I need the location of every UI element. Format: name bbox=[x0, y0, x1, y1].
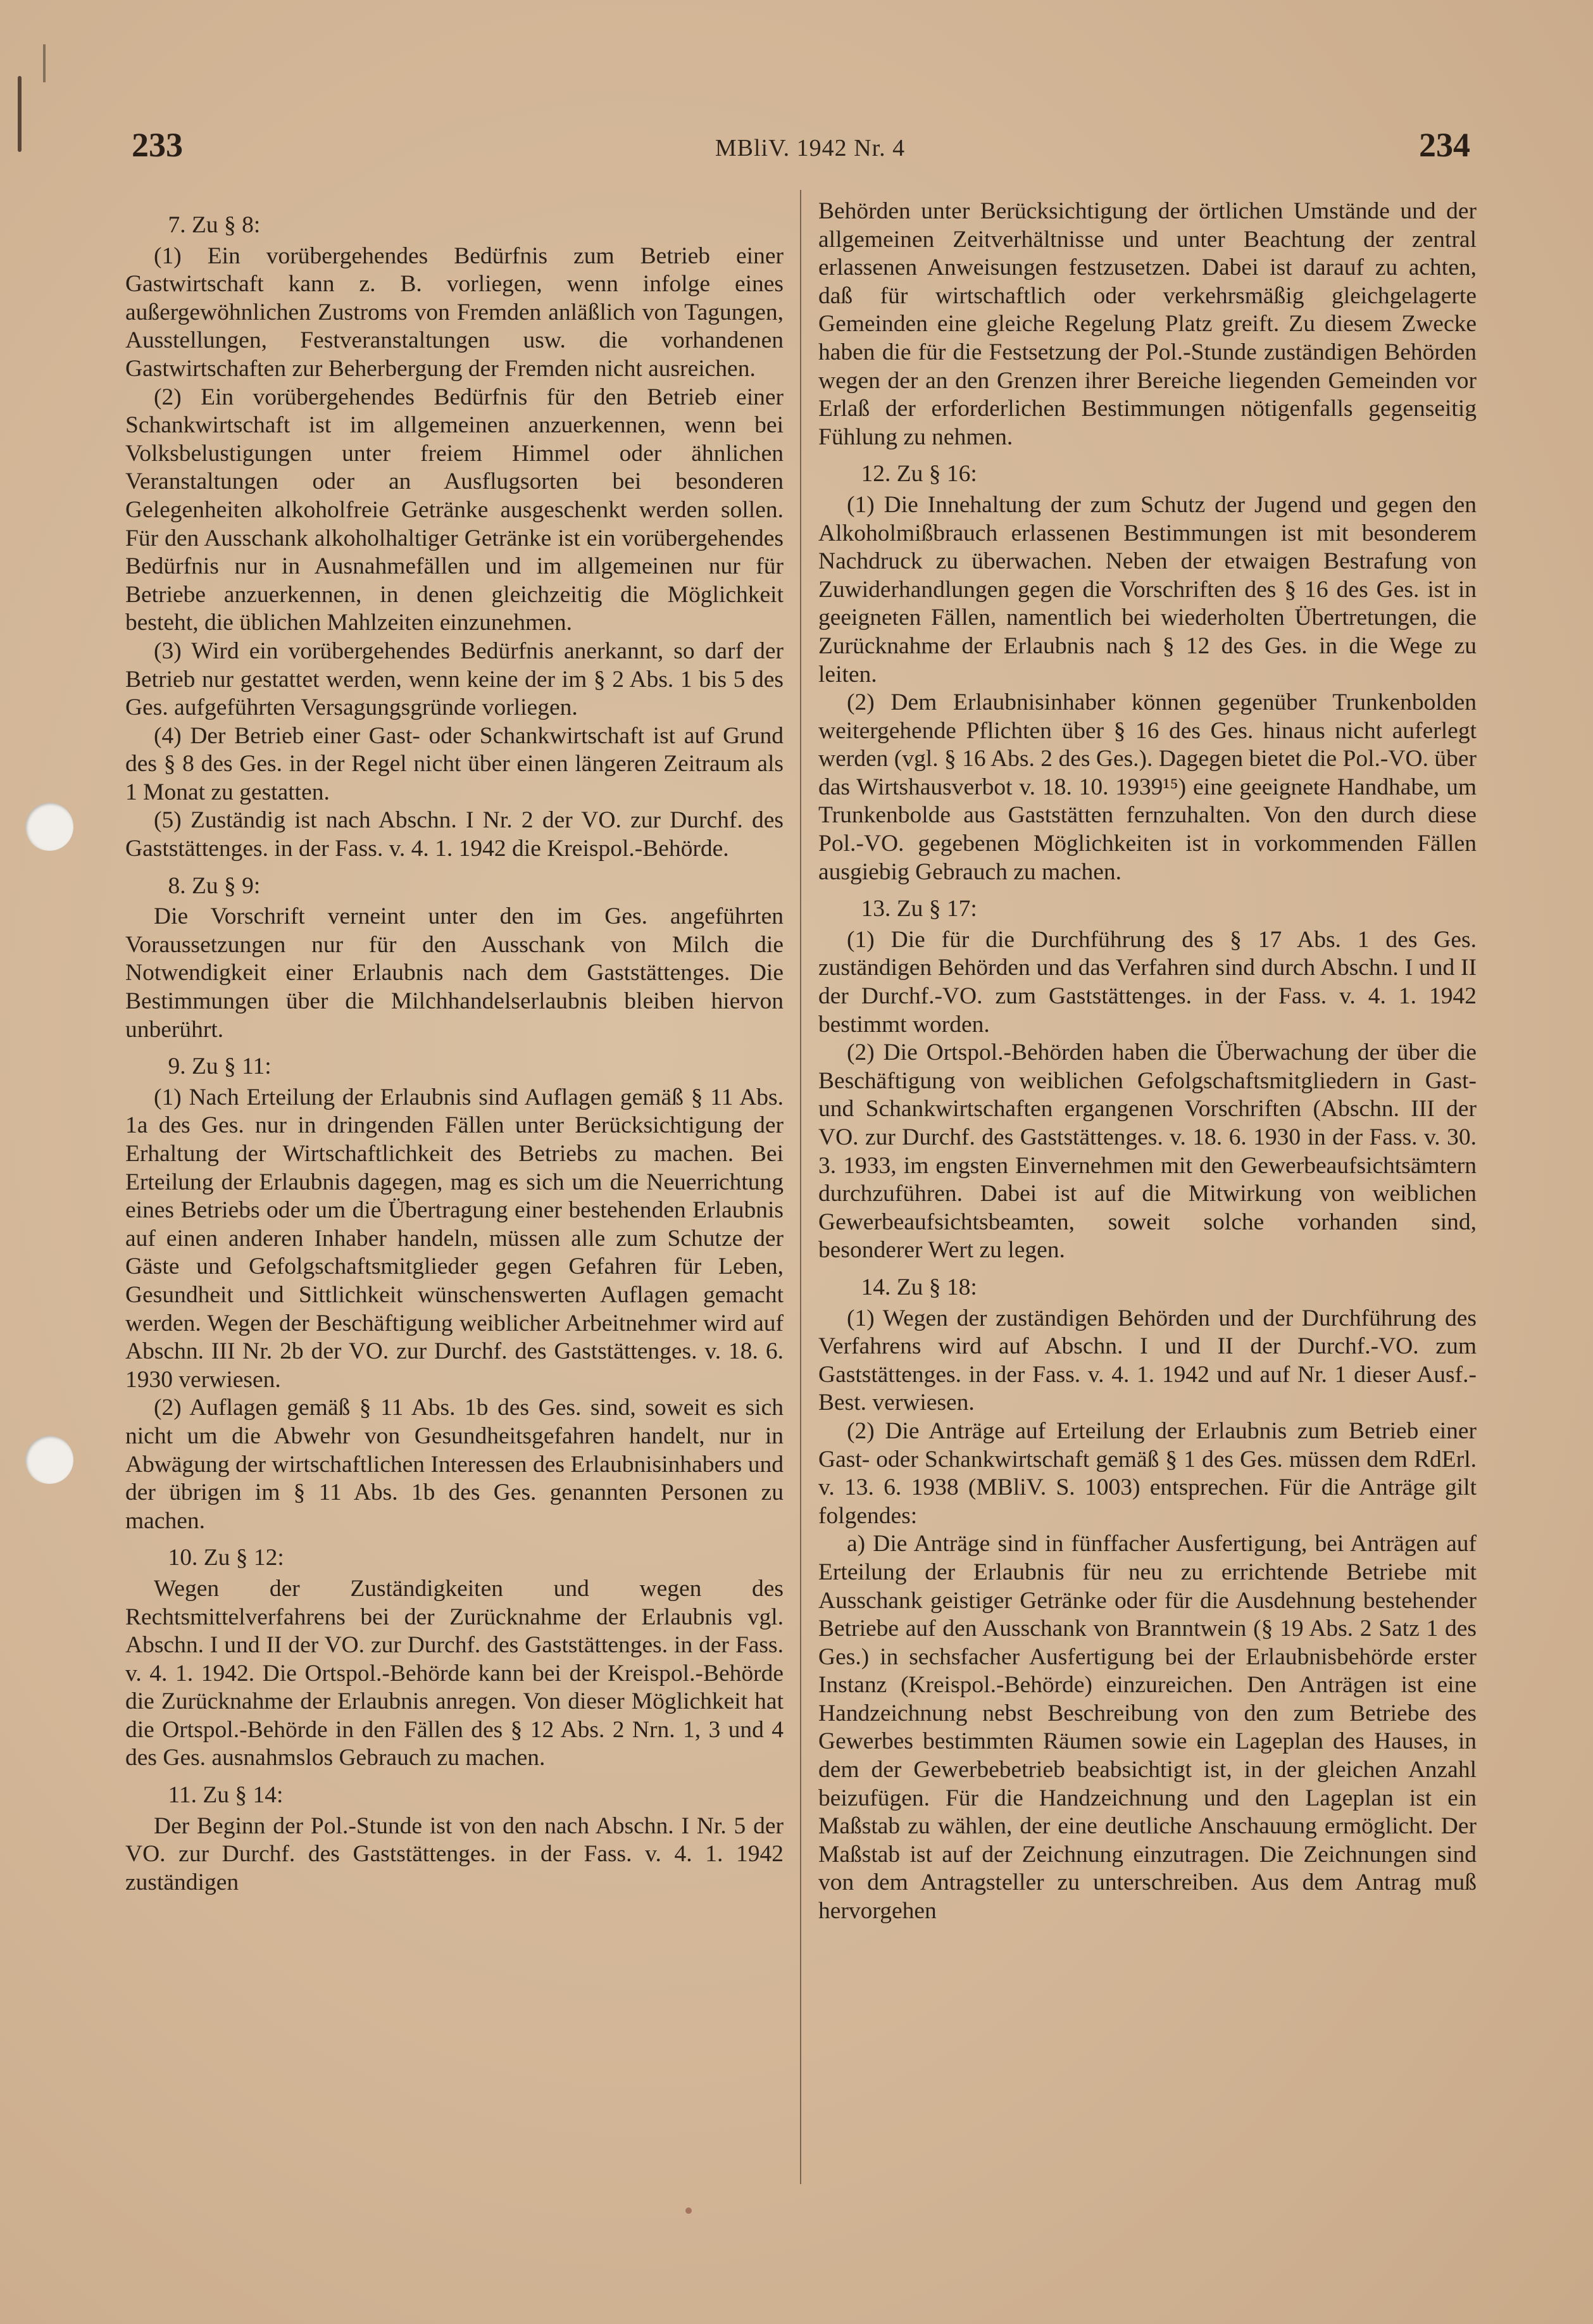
paragraph: (2) Auflagen gemäß § 11 Abs. 1b des Ges. sind, soweit es sich nicht um die Abwehr von Gesundheitsgefahren handelt, nur in Abwägung der wirtschaftlichen Interessen des Erlaubnisinhabers und der übrigen im § 11 Abs. 1b des Ges. genannten Personen zu machen. bbox=[125, 1395, 784, 1534]
page-number-left: 233 bbox=[132, 126, 183, 164]
paragraph: (5) Zuständig ist nach Abschn. I Nr. 2 der VO. zur Durchf. des Gaststättenges. in der Fass. v. 4. 1. 1942 die Kreispol.-Behörde. bbox=[125, 807, 784, 862]
section-heading: 12. Zu § 16: bbox=[861, 461, 977, 487]
paragraph: (1) Wegen der zuständigen Behörden und der Durchführung des Verfahrens wird auf Abschn. I und II der Durchf.-VO. zum Gaststättenges. in der Fass. v. 4. 1. 1942 und auf Nr. 1 dieser Ausf.-Best. verwiesen. bbox=[818, 1305, 1477, 1416]
paragraph: (2) Ein vorübergehendes Bedürfnis für den Betrieb einer Schankwirtschaft ist im allgemeinen anzuerkennen, wenn bei Volksbelustigungen unter freiem Himmel oder ähnlichen Veranstaltungen oder an Ausflugsorten bei besonderen Gelegenheiten alkoholfreie Getränke ausgeschenkt werden sollen. Für den Ausschank alkoholhaltiger Getränke ist ein vorübergehendes Bedürfnis nur in Ausnahmefällen und im allgemeinen nur für Betriebe anzuerkennen, in denen gleichzeitig die Möglichkeit besteht, die üblichen Mahlzeiten einzunehmen. bbox=[125, 384, 784, 636]
paragraph: (1) Ein vorübergehendes Bedürfnis zum Betrieb einer Gastwirtschaft kann z. B. vorliegen, wenn infolge eines außergewöhnlichen Zustroms von Fremden anläßlich von Tagungen, Ausstellungen, Festveranstaltungen usw. die vorhandenen Gastwirtschaften zur Beherbergung der Fremden nicht ausreichen. bbox=[125, 242, 784, 382]
paragraph: (2) Die Anträge auf Erteilung der Erlaubnis zum Betrieb einer Gast- oder Schankwirtschaft gemäß § 1 des Ges. müssen dem RdErl. v. 13. 6. 1938 (MBliV. S. 1003) entsprechen. Für die Anträge gilt folgendes: bbox=[818, 1417, 1477, 1529]
paragraph: a) Die Anträge sind in fünffacher Ausfertigung, bei Anträgen auf Erteilung der Erlaubnis für neu zu errichtende Betriebe mit Ausschank geistiger Getränke oder für die Ausdehnung bestehender Betriebe auf den Ausschank von Branntwein (§ 19 Abs. 2 Satz 1 des Ges.) in sechsfacher Ausfertigung bei der Erlaubnisbehörde erster Instanz (Kreispol.-Behörde) einzureichen. Den Anträgen ist eine Handzeichnung nebst Beschreibung von den zum Betriebe des Gewerbes bestimmten Räumen sowie ein Lageplan des Hauses, in dem der Gewerbebetrieb beabsichtigt ist, in der gleichen Anzahl beizufügen. Für die Handzeichnung und den Lageplan ist ein Maßstab zu wählen, der eine deutliche Anschauung ermöglicht. Der Maßstab ist auf der Zeichnung einzutragen. Die Zeichnungen sind von dem Antragsteller zu unterschreiben. Aus dem Antrag muß hervorgehen bbox=[818, 1531, 1477, 1925]
paragraph: (1) Die für die Durchführung des § 17 Abs. 1 des Ges. zuständigen Behörden und das Verfahren sind durch Abschn. I und II der Durchf.-VO. zum Gaststättenges. in der Fass. v. 4. 1. 1942 bestimmt worden. bbox=[818, 926, 1477, 1038]
column-divider bbox=[800, 190, 801, 2184]
punch-hole bbox=[25, 803, 73, 851]
page-number-right: 234 bbox=[1419, 126, 1470, 164]
section-heading: 11. Zu § 14: bbox=[168, 1782, 284, 1809]
paragraph: (1) Die Innehaltung der zum Schutz der Jugend und gegen den Alkoholmißbrauch erlassenen Bestimmungen ist mit besonderem Nachdruck zu überwachen. Neben der etwaigen Bestrafung von Zuwiderhandlungen gegen die Vorschriften des § 16 des Ges. ist in geeigneten Fällen, namentlich bei wiederholten Übertretungen, die Zurücknahme der Erlaubnis nach § 12 des Ges. in die Wege zu leiten. bbox=[818, 491, 1477, 688]
paragraph: (4) Der Betrieb einer Gast- oder Schankwirtschaft ist auf Grund des § 8 des Ges. in der Regel nicht über einen längeren Zeitraum als 1 Monat zu gestatten. bbox=[125, 722, 784, 805]
ink-spot bbox=[685, 2208, 692, 2214]
page-edge-mark bbox=[18, 76, 22, 152]
punch-hole bbox=[25, 1436, 73, 1484]
paragraph: (3) Wird ein vorübergehendes Bedürfnis anerkannt, so darf der Betrieb nur gestattet werden, wenn keine der im § 2 Abs. 1 bis 5 des Ges. aufgeführten Versagungsgründe vorliegen. bbox=[125, 638, 784, 721]
paragraph: (2) Dem Erlaubnisinhaber können gegenüber Trunkenbolden weitergehende Pflichten über § 16 des Ges. hinaus nicht auferlegt werden (vgl. § 16 Abs. 2 des Ges.). Dagegen bietet die Pol.-VO. über das Wirtshausverbot v. 18. 10. 1939¹⁵) eine geeignete Handhabe, um Trunkenbolde aus Gaststätten fernzuhalten. Von den durch diese Pol.-VO. gegebenen Möglichkeiten ist in vorkommenden Fällen ausgiebig Gebrauch zu machen. bbox=[818, 689, 1477, 885]
paragraph: Der Beginn der Pol.-Stunde ist von den nach Abschn. I Nr. 5 der VO. zur Durchf. des Gaststättenges. in der Fass. v. 4. 1. 1942 zuständigen bbox=[125, 1812, 784, 1895]
section-heading: 9. Zu § 11: bbox=[168, 1053, 272, 1080]
paragraph: Wegen der Zuständigkeiten und wegen des Rechtsmittelverfahrens bei der Zurücknahme der Erlaubnis vgl. Abschn. I und II der VO. zur Durchf. des Gaststättenges. in der Fass. v. 4. 1. 1942. Die Ortspol.-Behörde kann bei der Kreispol.-Behörde die Zurücknahme der Erlaubnis anregen. Von dieser Möglichkeit hat die Ortspol.-Behörde in den Fällen des § 12 Abs. 2 Nrn. 1, 3 und 4 des Ges. ausnahmslos Gebrauch zu machen. bbox=[125, 1575, 784, 1771]
page-edge-mark bbox=[43, 44, 46, 82]
running-head: MBliV. 1942 Nr. 4 bbox=[715, 135, 906, 161]
right-column bbox=[818, 198, 1477, 1926]
section-heading: 14. Zu § 18: bbox=[861, 1274, 977, 1300]
section-heading: 8. Zu § 9: bbox=[168, 872, 261, 899]
paragraph: (2) Die Ortspol.-Behörden haben die Überwachung der über die Beschäftigung von weiblichen Gefolgschaftsmitgliedern in Gast- und Schankwirtschaften ergangenen Vorschriften (Abschn. III der VO. zur Durchf. des Gaststättenges. v. 18. 6. 1930 in der Fass. v. 30. 3. 1933, im engsten Einvernehmen mit den Gewerbeaufsichtsämtern durchzuführen. Dabei ist auf die Mitwirkung von weiblichen Gewerbeaufsichtsbeamten, soweit solche vorhanden sind, besonderer Wert zu legen. bbox=[818, 1040, 1477, 1264]
section-heading: 13. Zu § 17: bbox=[861, 896, 977, 922]
paragraph: (1) Nach Erteilung der Erlaubnis sind Auflagen gemäß § 11 Abs. 1a des Ges. nur in dringenden Fällen unter Berücksichtigung der Erhaltung der Wirtschaftlichkeit des Betriebs zu machen. Bei Erteilung der Erlaubnis dagegen, mag es sich um die Neuerrichtung eines Betriebs oder um die Übertragung einer bestehenden Erlaubnis auf einen anderen Inhaber handeln, müssen alle zum Schutze der Gäste und Gefolgschaftsmitglieder gegen Gefahren für Leben, Gesundheit und Sittlichkeit wünschenswerten Auflagen gemacht werden. Wegen der Beschäftigung weiblicher Arbeitnehmer wird auf Abschn. III Nr. 2b der VO. zur Durchf. des Gaststättenges. v. 18. 6. 1930 verwiesen. bbox=[125, 1084, 784, 1393]
left-column bbox=[125, 211, 784, 1897]
paragraph: Die Vorschrift verneint unter den im Ges. angeführten Voraussetzungen nur für den Ausschank von Milch die Notwendigkeit einer Erlaubnis nach dem Gaststättenges. Die Bestimmungen über die Milchhandelserlaubnis bleiben hiervon unberührt. bbox=[125, 903, 784, 1043]
section-heading: 10. Zu § 12: bbox=[168, 1545, 284, 1571]
paragraph: Behörden unter Berücksichtigung der örtlichen Umstände und der allgemeinen Zeitverhältnisse und unter Beachtung der zentral erlassenen Anweisungen festzusetzen. Dabei ist darauf zu achten, daß für wirtschaftlich oder verkehrsmäßig gleichgelagerte Gemeinden eine gleiche Regelung Platz greift. Zu diesem Zwecke haben die für die Festsetzung der Pol.-Stunde zuständigen Behörden wegen der an den Grenzen ihrer Bereiche liegenden Gemeinden vor Erlaß der erforderlichen Bestimmungen nötigenfalls gegenseitig Fühlung zu nehmen. bbox=[818, 198, 1477, 450]
section-heading: 7. Zu § 8: bbox=[168, 212, 261, 238]
